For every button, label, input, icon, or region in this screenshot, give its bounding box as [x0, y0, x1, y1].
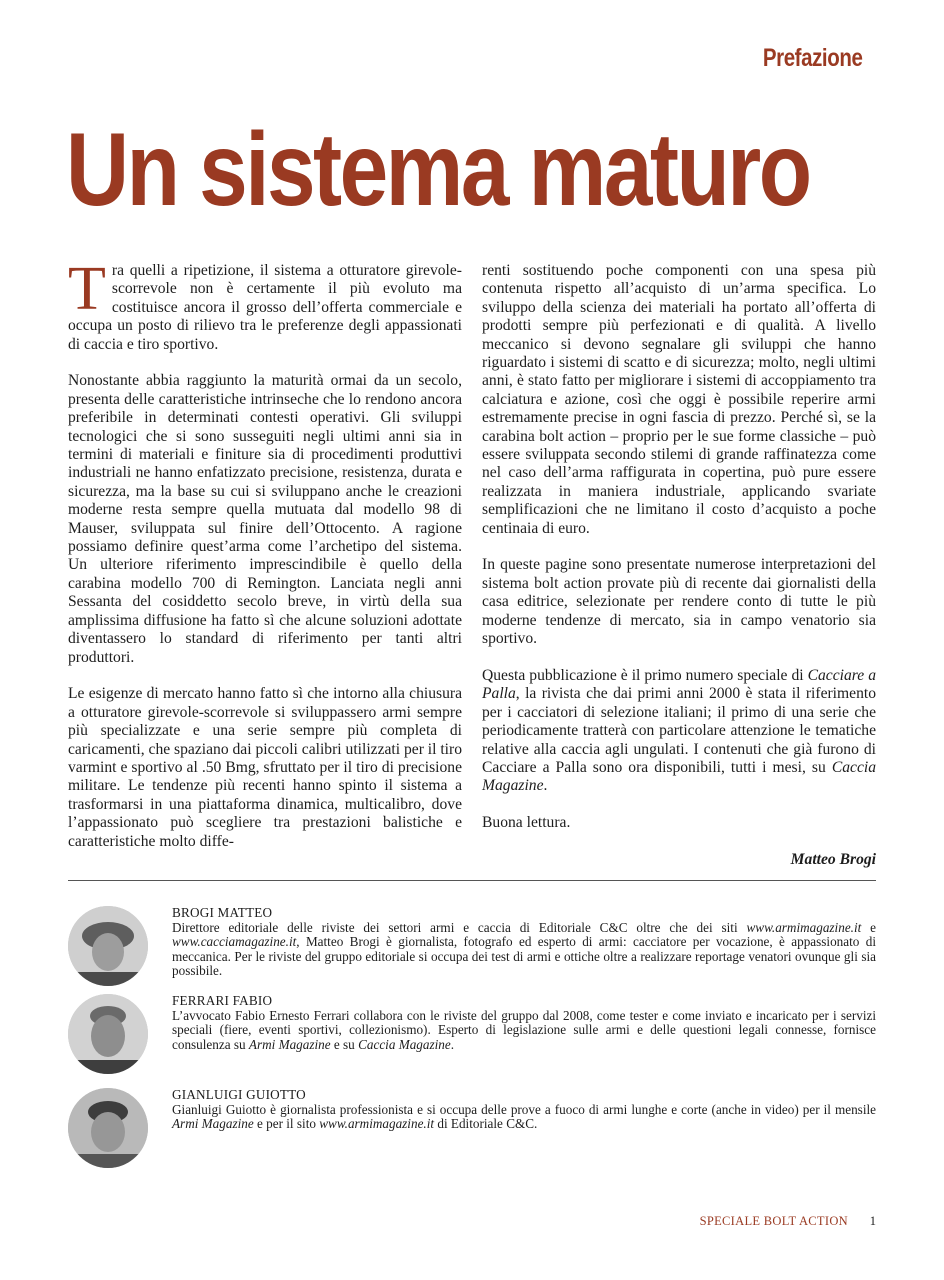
- text: , la rivista che dai primi anni 2000 è stata il riferimento per i cacciatori di selezione italiani; il primo di una serie che periodicamente tratterà con particolare attenzione le tematiche relative alla caccia agli ungulati. I contenuti che già furono di Cacciare a Palla sono ora disponibili, tutti i mesi, su: [482, 685, 876, 776]
- footer-publication: SPECIALE BOLT ACTION: [699, 1214, 848, 1228]
- signature: Matteo Brogi: [790, 850, 876, 868]
- author-bio: [172, 1088, 876, 1132]
- text: Questa pubblicazione è il primo numero speciale di: [482, 666, 808, 684]
- website-link[interactable]: www.cacciamagazine.it: [172, 934, 297, 950]
- closing-line: Buona lettura.: [482, 814, 571, 832]
- magazine-name: Caccia Magazine: [482, 758, 876, 795]
- avatar: [68, 1088, 148, 1168]
- page-number: 1: [869, 1214, 876, 1228]
- text: L’avvocato Fabio Ernesto Ferrari collabora con le riviste del gruppo dal 2008, come tester e come inviato e incaricato per i servizi speciali (fiere, eventi sportivi, collezionismo). Esperto di legislazione sulle armi e delle questioni legali connesse, fornisce consulenza su: [172, 1007, 876, 1052]
- text: .: [543, 777, 548, 795]
- author-description: [172, 1009, 876, 1053]
- text: e per il sito: [253, 1116, 320, 1132]
- avatar: [68, 994, 148, 1074]
- page-title: Un sistema maturo: [66, 112, 810, 228]
- paragraph: renti sostituendo poche componenti con una spesa più contenuta rispetto all’acquisto di un’arma specifica. Lo sviluppo della scienza dei materiali ha portato all’offerta di prodotti sempre più perfezionati e di qualità. A livello meccanico si devono segnalare gli sviluppi che hanno riguardato i sistemi di scatto e di sicurezza; molto, negli ultimi anni, è stato fatto per migliorare i sistemi di accoppiamento tra calciatura e azione, così che oggi è possibile reperire armi estremamente precise in ogni fascia di prezzo. Perché sì, se la carabina bolt action – proprio per le sue forme classiche – può essere sviluppata secondo stilemi di grande raffinatezza come nel caso dell’arma raffigurata in copertina, può pure essere realizzata in maniera industriale, applicando svariate semplificazioni che ne limitano il costo d’acquisto a poche centinaia di euro.: [482, 262, 876, 537]
- website-link[interactable]: www.armimagazine.it: [746, 919, 862, 935]
- article-column-left: [68, 255, 463, 869]
- magazine-name: Armi Magazine: [248, 1036, 331, 1052]
- paragraph: In queste pagine sono presentate numerose interpretazioni del sistema bolt action provate più di recente dai giornalisti della casa editrice, selezionate per rendere conto di tutte le più moderne tendenze di mercato, sia in campo venatorio sia sportivo.: [482, 556, 876, 648]
- author-name: BROGI MATTEO: [172, 905, 273, 920]
- magazine-name: Armi Magazine: [172, 1116, 254, 1132]
- author-bio: [172, 906, 876, 979]
- text: di Editoriale C&C.: [434, 1116, 538, 1132]
- section-label: Prefazione: [762, 44, 862, 72]
- paragraph: [482, 667, 876, 796]
- paragraph-intro-text: ra quelli a ripetizione, il sistema a otturatore girevole-scorrevole non è certamente il più evoluto ma costituisce ancora il grosso dell’offerta commerciale e occupa un posto di rilievo tra le preferenze degli appassionati di caccia e tiro sportivo.: [68, 262, 462, 353]
- drop-cap: T: [68, 255, 106, 323]
- magazine-name: Caccia Magazine: [358, 1036, 451, 1052]
- divider: [68, 880, 876, 881]
- author-name: FERRARI FABIO: [172, 993, 273, 1008]
- author-description: [172, 1103, 876, 1132]
- magazine-name: Cacciare a Palla: [482, 666, 876, 703]
- text: Direttore editoriale delle riviste dei settori armi e caccia di Editoriale C&C oltre che dei siti: [172, 919, 747, 935]
- avatar: [68, 906, 148, 986]
- author-description: [172, 921, 876, 979]
- website-link[interactable]: www.armimagazine.it: [319, 1116, 435, 1132]
- text: , Matteo Brogi è giornalista, fotografo ed esperto di armi: cacciatore per vocazione, è appassionato di meccanica. Per le riviste del gruppo editoriale si occupa dei test di armi e ottiche oltre a realizzare reportage venatori ovunque gli sia possibile.: [172, 934, 876, 979]
- paragraph: Le esigenze di mercato hanno fatto sì che intorno alla chiusura a otturatore girevole-scorrevole si sviluppassero armi sempre più specializzate e una serie sempre più completa di caricamenti, che spaziano dai piccoli calibri utilizzati per il tiro varmint e sportivo al .50 Bmg, sfruttato per il tiro di precisione militare. Le tendenze più recenti hanno spinto il sistema a trasformarsi in una piattaforma dinamica, multicalibro, dove l’appassionato può scegliere tra prestazioni balistiche e caratteristiche molto diffe-: [68, 685, 463, 850]
- paragraph: Nonostante abbia raggiunto la maturità ormai da un secolo, presenta delle caratteristiche intrinseche che lo rendono ancora preferibile in determinati contesti operativi. Gli sviluppi tecnologici che si sono susseguiti negli ultimi anni sia in termini di materiali e finiture sia di procedimenti produttivi industriali ne hanno enfatizzato precisione, resistenza, durata e sicurezza, ma la base su cui si sviluppano anche le creazioni moderne resta sempre quella mutuata dal modello 98 di Mauser, sviluppata sul finire dell’Ottocento. A ragione possiamo definire quest’arma come l’archetipo del sistema. Un ulteriore riferimento imprescindibile è quello della carabina modello 700 di Remington. Lanciata negli anni Sessanta del cosiddetto secolo breve, in virtù della sua amplissima diffusione ha fatto sì che alcune soluzioni adottate diventassero lo standard di riferimento per tanti altri produttori.: [68, 372, 462, 666]
- author-bio: [172, 994, 876, 1052]
- text: e: [861, 919, 877, 935]
- text: e su: [330, 1036, 359, 1052]
- author-name: GIANLUIGI GUIOTTO: [172, 1087, 306, 1102]
- text: .: [450, 1036, 455, 1052]
- article-column-right: [482, 262, 876, 888]
- text: Gianluigi Guiotto è giornalista professionista e si occupa delle prove a fuoco di armi lunghe e corte (anche in video) per il mensile: [172, 1101, 876, 1117]
- paragraph-intro: [68, 255, 462, 354]
